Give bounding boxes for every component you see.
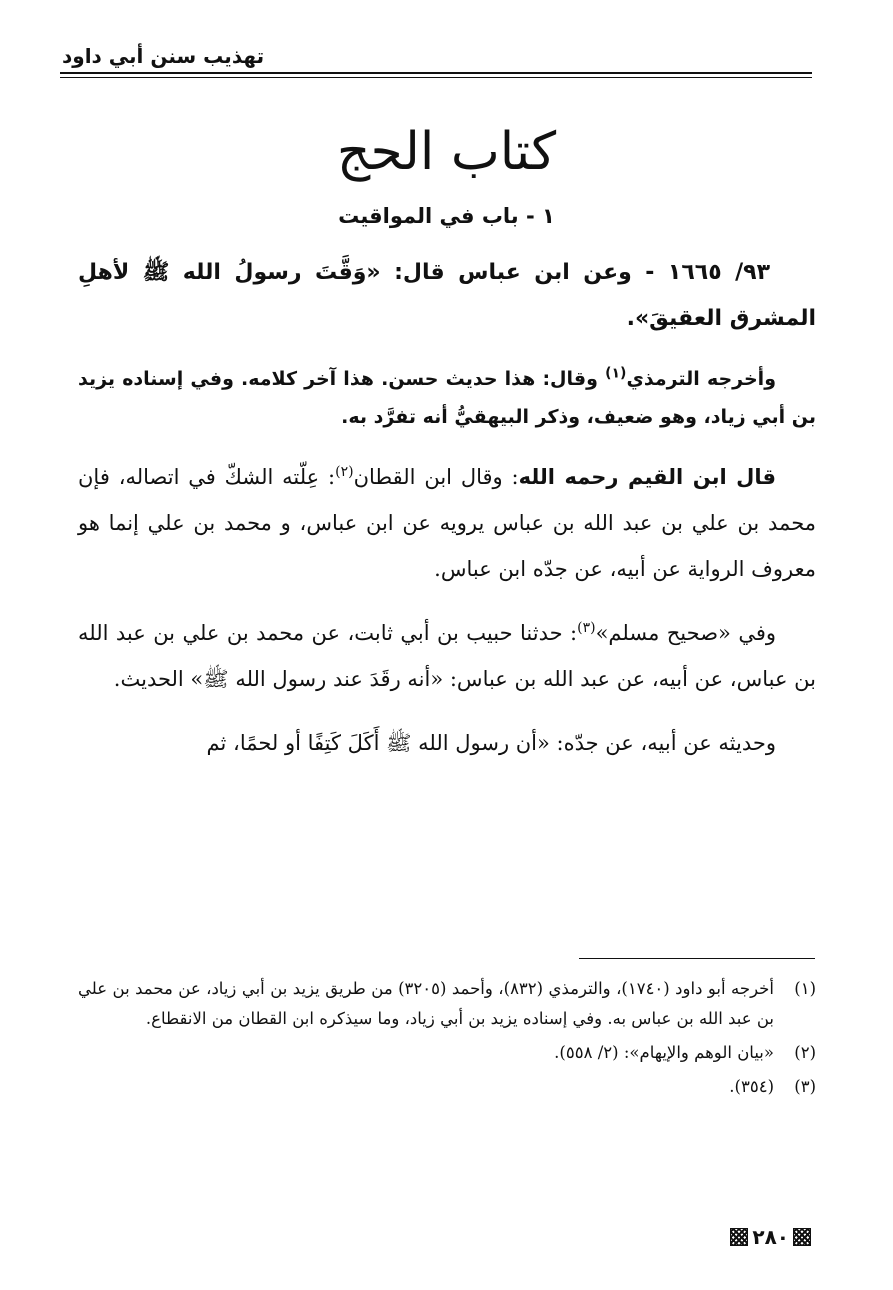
running-title: تهذيب سنن أبي داود — [62, 44, 265, 68]
footnote-text: «بيان الوهم والإيهام»: (٢/ ٥٥٨). — [554, 1043, 774, 1062]
continuation-paragraph: وحديثه عن أبيه، عن جدّه: «أن رسول الله ﷺ أَكَلَ كَتِفًا أو لحمًا، ثم — [206, 731, 776, 755]
footnote-item — [78, 1038, 816, 1068]
paragraph-text: وأخرجه الترمذي — [626, 368, 777, 390]
ornament-icon — [793, 1228, 811, 1246]
footnote-item — [78, 1072, 816, 1102]
hadith-paragraph: ٩٣/ ١٦٦٥ - وعن ابن عباس قال: «وَقَّتَ رسولُ الله ﷺ لأهلِ المشرق العقيقَ». — [78, 260, 816, 331]
footnote-text: أخرجه أبو داود (١٧٤٠)، والترمذي (٨٣٢)، وأحمد (٣٢٠٥) من طريق يزيد بن أبي زياد، عن محمد بن علي بن عبد الله بن عباس به. وفي إسناده يزيد بن أبي زياد، وما سيذكره ابن القطان من الانقطاع. — [78, 979, 774, 1028]
main-text — [78, 250, 816, 784]
paragraph-text: : حدثنا حبيب بن أبي ثابت، عن محمد بن علي بن عبد الله بن عباس، عن أبيه، عن عبد الله بن عباس: «أنه رقَدَ عند رسول الله ﷺ» الحديث. — [78, 621, 816, 691]
page-number-block — [726, 1222, 815, 1252]
paragraph-text: وقال: هذا حديث حسن. هذا آخر كلامه. وفي إسناده يزيد بن أبي زياد، وهو ضعيف، وذكر البيهقيُّ أنه تفرَّد به. — [78, 368, 816, 428]
footnote-separator — [579, 958, 815, 959]
footnote-item — [78, 974, 816, 1034]
paragraph-text: : عِلّته الشكّ في اتصاله، فإن محمد بن علي بن عبد الله بن عباس يرويه عن ابن عباس، و محمد بن علي إنما هو معروف الرواية عن أبيه، عن جدّه ابن عباس. — [78, 465, 816, 581]
sahih-muslim-paragraph — [78, 610, 816, 702]
chapter-title: ١ - باب في المواقيت — [338, 204, 555, 228]
footnote-ref-1[interactable]: (١) — [605, 365, 627, 382]
paragraph-text: : وقال ابن القطان — [353, 465, 519, 489]
footnote-ref-2[interactable]: (٢) — [335, 464, 354, 480]
ibn-qayyim-paragraph — [78, 454, 816, 592]
header-rule-thin — [60, 77, 812, 78]
book-title: كتاب الحج — [336, 122, 557, 182]
footnotes — [78, 974, 816, 1106]
ornament-icon — [730, 1228, 748, 1246]
page-number: ٢٨٠ — [752, 1225, 789, 1249]
paragraph-text: وفي «صحيح مسلم» — [595, 621, 776, 645]
header-rule — [60, 72, 812, 74]
takhrij-paragraph — [78, 360, 816, 436]
footnote-text: (٣٥٤). — [729, 1077, 774, 1096]
running-header — [0, 34, 893, 74]
footnote-ref-3[interactable]: (٣) — [577, 620, 596, 636]
footnote-number: (٢) — [794, 1043, 816, 1062]
speaker-label: قال ابن القيم رحمه الله — [518, 465, 777, 489]
footnote-number: (١) — [794, 979, 816, 998]
footnote-number: (٣) — [794, 1077, 816, 1096]
